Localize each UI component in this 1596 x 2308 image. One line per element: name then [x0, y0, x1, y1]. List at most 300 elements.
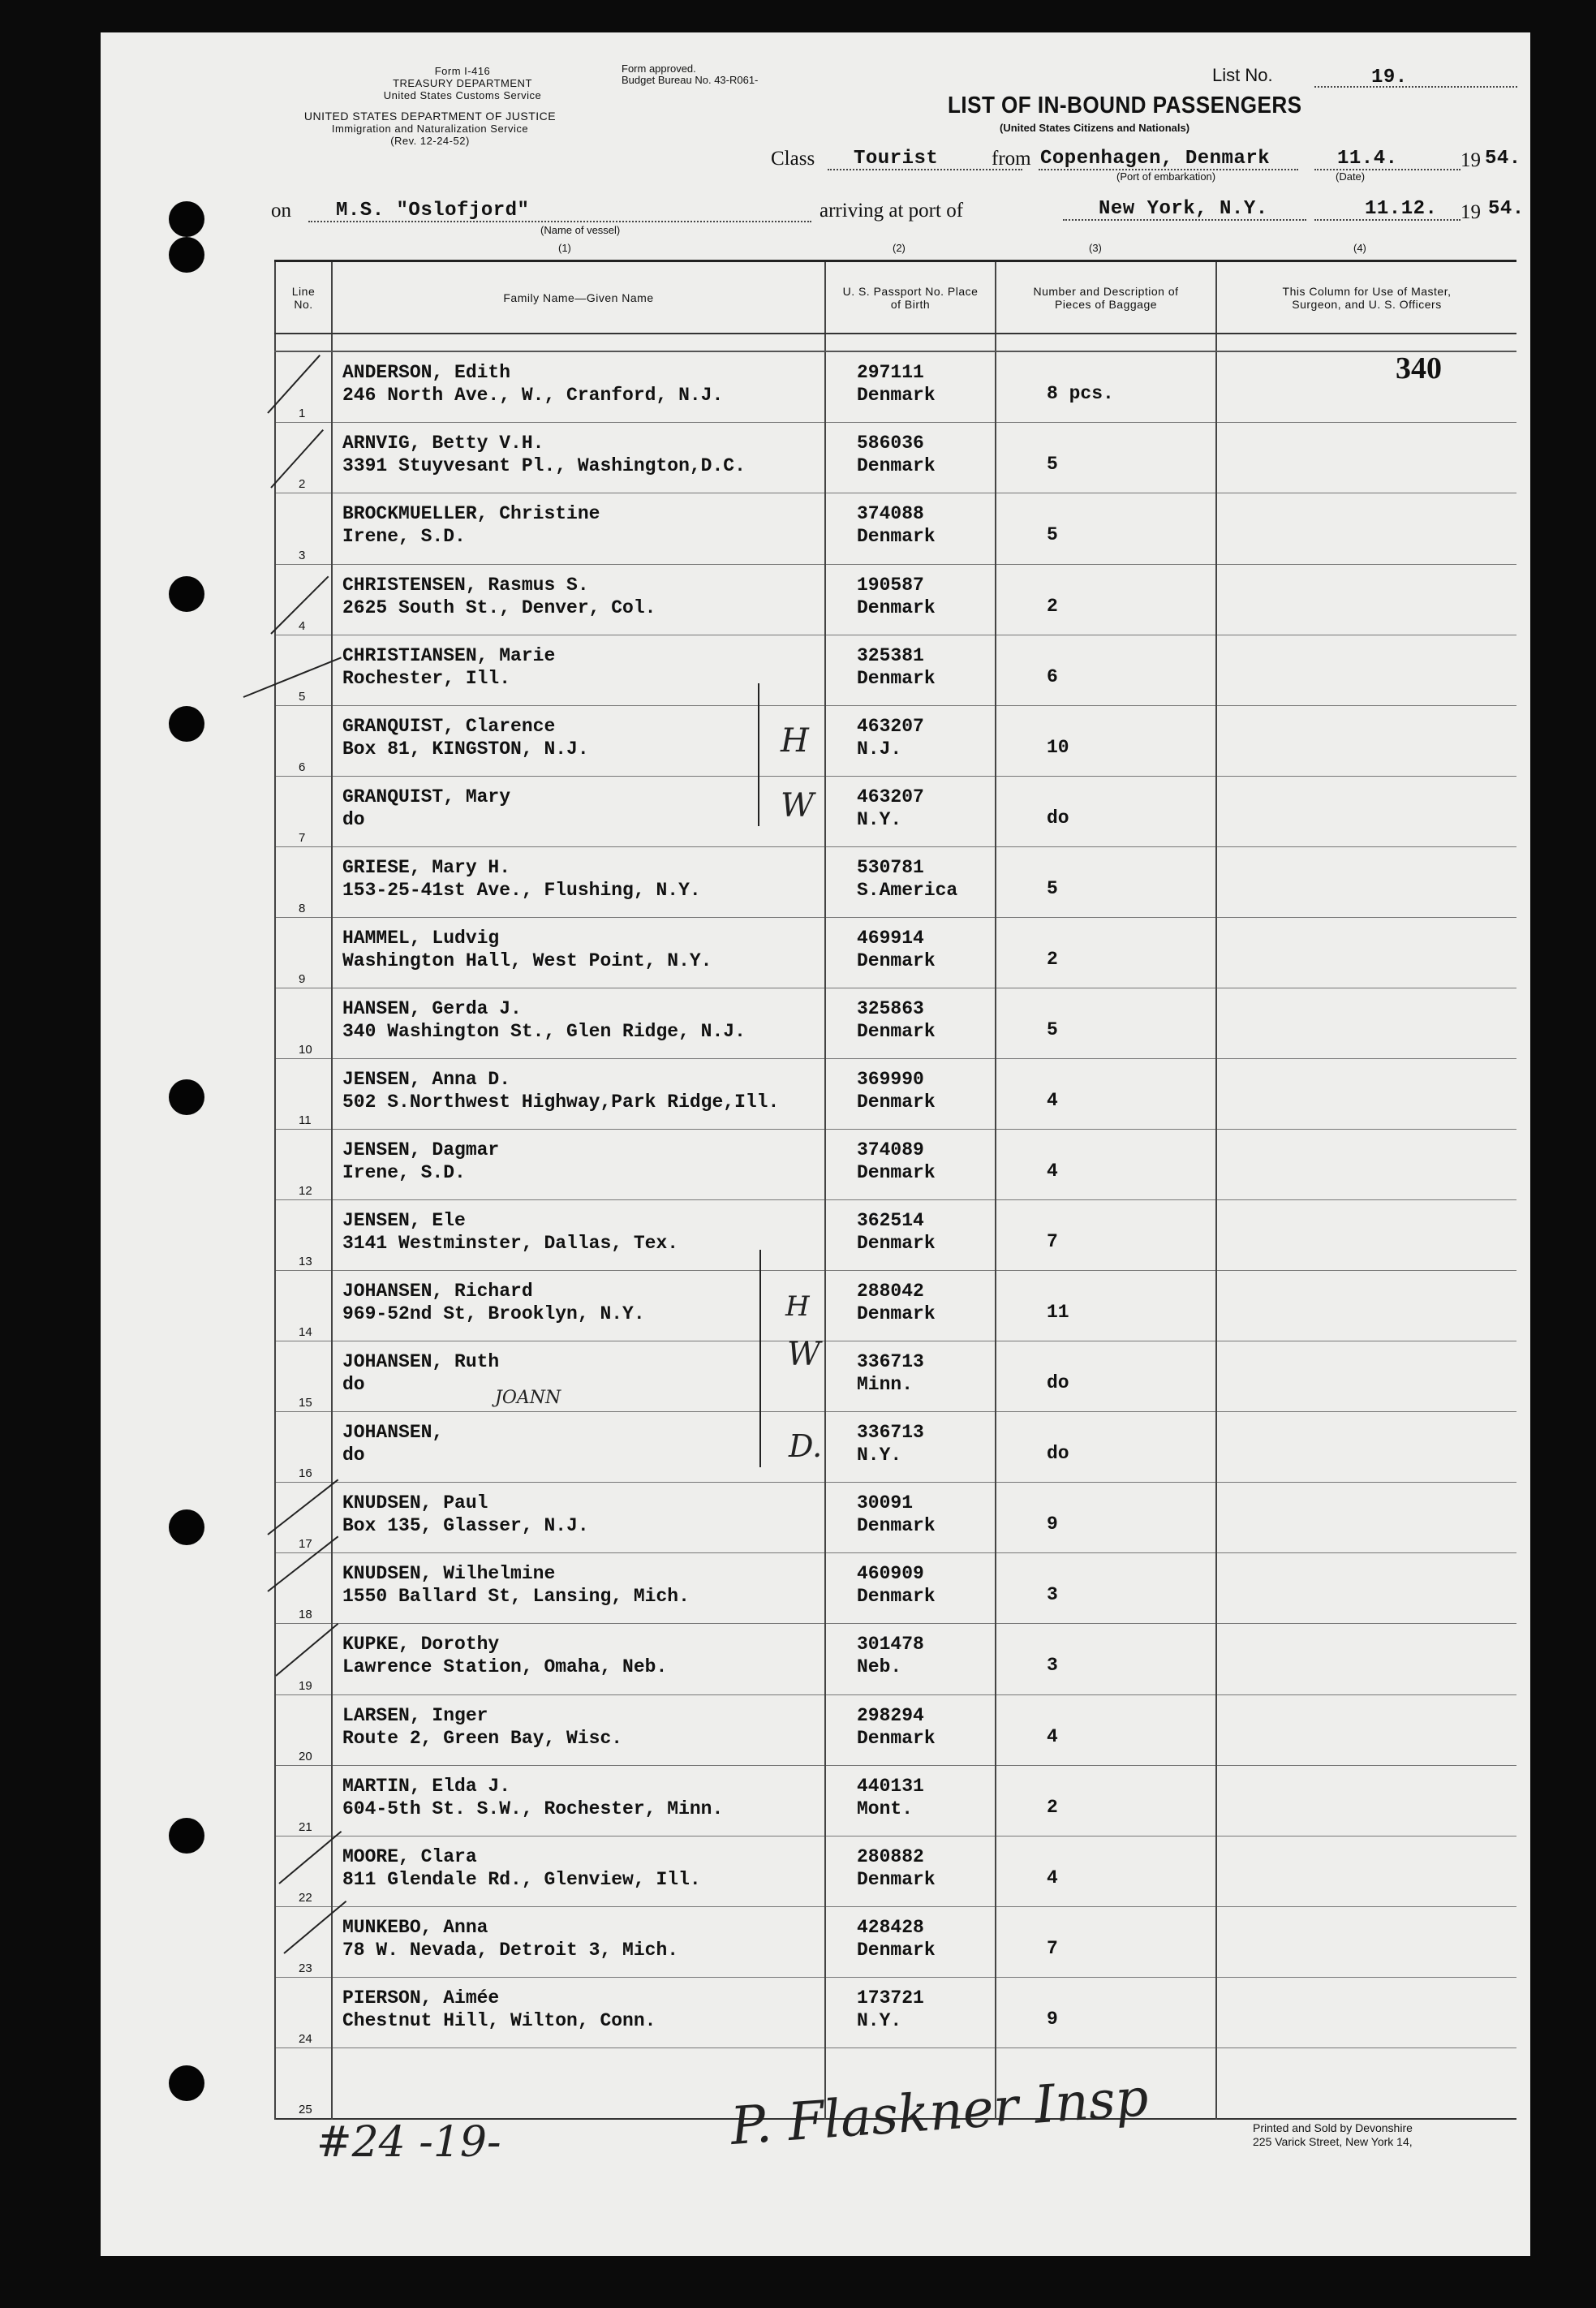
- table-row: [275, 1483, 1516, 1553]
- passport-number: 428428: [857, 1916, 924, 1938]
- place-of-birth: Mont.: [857, 1798, 914, 1819]
- name-cell: [332, 493, 825, 564]
- passenger-name: HANSEN, Gerda J.: [342, 997, 522, 1019]
- passport-cell: [825, 1412, 996, 1483]
- baggage-cell: [996, 1836, 1216, 1906]
- passenger-name: ANDERSON, Edith: [342, 362, 511, 384]
- baggage-count: 2: [1047, 948, 1058, 970]
- table-spacer-row: [275, 334, 1516, 351]
- line-number-cell: [275, 1483, 332, 1553]
- passenger-table: [274, 260, 1516, 2120]
- passenger-address: 78 W. Nevada, Detroit 3, Mich.: [342, 1939, 679, 1961]
- passport-number: 280882: [857, 1845, 924, 1867]
- baggage-cell: [996, 917, 1216, 988]
- arrival-year: 54.: [1488, 198, 1525, 220]
- passport-cell: [825, 776, 996, 846]
- name-cell: [332, 1341, 825, 1412]
- passenger-name: JENSEN, Anna D.: [342, 1068, 511, 1090]
- margin-mark: D.: [789, 1428, 823, 1464]
- binder-hole: [169, 1079, 204, 1115]
- place-of-birth: Denmark: [857, 1515, 936, 1537]
- line-number: 25: [299, 2103, 312, 2116]
- passport-cell: [825, 423, 996, 493]
- place-of-birth: S.America: [857, 879, 958, 901]
- passport-number: 362514: [857, 1210, 924, 1232]
- passenger-name: KNUDSEN, Paul: [342, 1492, 488, 1514]
- embarkation-port: Copenhagen, Denmark: [1040, 148, 1271, 170]
- line-number: 6: [299, 760, 306, 774]
- officer-use-cell: [1216, 1483, 1516, 1553]
- passenger-address: Irene, S.D.: [342, 1162, 466, 1184]
- passenger-name: ARNVIG, Betty V.H.: [342, 433, 544, 454]
- passenger-address: 3391 Stuyvesant Pl., Washington,D.C.: [342, 455, 746, 477]
- line-number-cell: [275, 1200, 332, 1271]
- officer-use-cell: [1216, 493, 1516, 564]
- passport-cell: [825, 493, 996, 564]
- passenger-address: 969-52nd St, Brooklyn, N.Y.: [342, 1303, 645, 1325]
- table-row: [275, 988, 1516, 1058]
- passport-number: 325863: [857, 997, 924, 1019]
- binder-hole: [169, 2065, 204, 2101]
- name-cell: [332, 1483, 825, 1553]
- passport-number: 463207: [857, 786, 924, 807]
- place-of-birth: N.Y.: [857, 2009, 902, 2031]
- line-number-cell: [275, 917, 332, 988]
- passport-number: 297111: [857, 362, 924, 384]
- name-cell: [332, 1553, 825, 1624]
- baggage-count: 9: [1047, 2008, 1058, 2030]
- baggage-cell: [996, 564, 1216, 635]
- margin-mark: W: [787, 1336, 821, 1373]
- department-name: UNITED STATES DEPARTMENT OF JUSTICE: [303, 110, 557, 123]
- table-row: [275, 1906, 1516, 1977]
- line-number: 15: [299, 1396, 312, 1410]
- name-cell: [332, 846, 825, 917]
- passenger-address: 3141 Westminster, Dallas, Tex.: [342, 1233, 679, 1255]
- officer-use-cell: [1216, 1836, 1516, 1906]
- baggage-count: 4: [1047, 1725, 1058, 1747]
- passport-cell: [825, 1130, 996, 1200]
- arrival-date: 11.12.: [1365, 198, 1438, 220]
- passenger-address: do: [342, 808, 365, 830]
- from-label: from: [992, 148, 1031, 170]
- form-title: LIST OF IN-BOUND PASSENGERS: [948, 93, 1302, 118]
- line-number: 8: [299, 901, 306, 915]
- passenger-name: GRIESE, Mary H.: [342, 856, 511, 878]
- officer-use-cell: [1216, 1341, 1516, 1412]
- name-cell: [332, 1977, 825, 2047]
- passenger-address: Box 81, KINGSTON, N.J.: [342, 738, 589, 760]
- baggage-count: 2: [1047, 595, 1058, 617]
- list-number-label: List No.: [1212, 65, 1273, 85]
- officer-use-cell: [1216, 423, 1516, 493]
- passenger-address: Irene, S.D.: [342, 526, 466, 548]
- form-id-block: [357, 65, 568, 101]
- passenger-name: KNUDSEN, Wilhelmine: [342, 1563, 556, 1585]
- line-number: 13: [299, 1255, 312, 1269]
- inspector-signature: P. Flaskner Insp: [729, 2068, 1151, 2157]
- baggage-count: do: [1047, 807, 1069, 829]
- departure-year-prefix: [1452, 149, 1481, 172]
- passport-cell: [825, 351, 996, 423]
- place-of-birth: Denmark: [857, 949, 936, 971]
- bottom-handwritten-note: #24 -19-: [316, 2118, 501, 2167]
- passport-number: 440131: [857, 1775, 924, 1797]
- place-of-birth: Denmark: [857, 526, 936, 548]
- passenger-name: JOHANSEN, Richard: [342, 1281, 533, 1303]
- col-number-3: (3): [1089, 242, 1102, 254]
- passport-number: 336713: [857, 1422, 924, 1444]
- table-row: [275, 1694, 1516, 1765]
- officer-use-cell: [1216, 635, 1516, 705]
- passenger-address: 604-5th St. S.W., Rochester, Minn.: [342, 1798, 724, 1819]
- passenger-address: 1550 Ballard St, Lansing, Mich.: [342, 1586, 690, 1608]
- baggage-cell: [996, 1130, 1216, 1200]
- arrival-port-line: [1063, 219, 1306, 221]
- passport-number: 288042: [857, 1281, 924, 1303]
- bracket-line: [759, 1250, 761, 1467]
- baggage-count: do: [1047, 1372, 1069, 1394]
- passport-number: 30091: [857, 1492, 914, 1514]
- place-of-birth: Denmark: [857, 1303, 936, 1325]
- officer-use-cell: [1216, 1130, 1516, 1200]
- passenger-name: JOHANSEN,: [342, 1422, 444, 1444]
- header-officers: This Column for Use of Master, Surgeon, and U. S. Officers: [1216, 261, 1516, 334]
- passport-number: 369990: [857, 1068, 924, 1090]
- baggage-cell: [996, 776, 1216, 846]
- line-number-cell: [275, 1765, 332, 1836]
- embarkation-caption: (Port of embarkation): [1116, 170, 1216, 183]
- passenger-name: MUNKEBO, Anna: [342, 1916, 488, 1938]
- passport-number: 298294: [857, 1704, 924, 1726]
- header-name: Family Name—Given Name: [332, 261, 825, 334]
- officer-use-cell: [1216, 2047, 1516, 2119]
- baggage-count: 4: [1047, 1160, 1058, 1182]
- baggage-cell: [996, 1553, 1216, 1624]
- passport-cell: [825, 917, 996, 988]
- line-number-cell: [275, 1058, 332, 1129]
- table-row: [275, 917, 1516, 988]
- table-row: [275, 1624, 1516, 1694]
- baggage-count: 9: [1047, 1514, 1058, 1535]
- passenger-address: 502 S.Northwest Highway,Park Ridge,Ill.: [342, 1091, 780, 1113]
- binder-hole: [169, 576, 204, 612]
- passenger-name: HAMMEL, Ludvig: [342, 927, 500, 949]
- line-number-cell: [275, 705, 332, 776]
- baggage-count: 11: [1047, 1302, 1069, 1324]
- binder-hole: [169, 1818, 204, 1854]
- name-cell: [332, 1130, 825, 1200]
- line-number-cell: [275, 1977, 332, 2047]
- baggage-cell: [996, 1977, 1216, 2047]
- officer-use-cell: [1216, 1412, 1516, 1483]
- passport-cell: [825, 1624, 996, 1694]
- line-number: 1: [299, 407, 306, 421]
- line-number-cell: [275, 2047, 332, 2119]
- passport-number: 190587: [857, 574, 924, 596]
- line-number: 20: [299, 1749, 312, 1763]
- form-number: Form I-416: [434, 65, 491, 77]
- baggage-cell: [996, 988, 1216, 1058]
- line-number-cell: [275, 1694, 332, 1765]
- line-number-cell: [275, 1341, 332, 1412]
- table-row: [275, 1977, 1516, 2047]
- line-number: 5: [299, 689, 306, 704]
- table-row: [275, 1765, 1516, 1836]
- baggage-count: 2: [1047, 1796, 1058, 1818]
- table-row: [275, 493, 1516, 564]
- printer-line-2: 225 Varick Street, New York 14,: [1253, 2135, 1413, 2148]
- officer-use-cell: [1216, 1906, 1516, 1977]
- passport-cell: [825, 1483, 996, 1553]
- baggage-cell: [996, 1271, 1216, 1341]
- line-number-cell: [275, 351, 332, 423]
- passenger-address: Box 135, Glasser, N.J.: [342, 1515, 589, 1537]
- passport-cell: [825, 1058, 996, 1129]
- line-number-cell: [275, 493, 332, 564]
- departure-date: 11.4.: [1337, 148, 1398, 170]
- passenger-address: Washington Hall, West Point, N.Y.: [342, 949, 712, 971]
- officer-use-cell: [1216, 846, 1516, 917]
- passport-cell: [825, 635, 996, 705]
- officer-use-cell: [1216, 1694, 1516, 1765]
- name-cell: [332, 705, 825, 776]
- officer-use-cell: [1216, 988, 1516, 1058]
- baggage-cell: [996, 1765, 1216, 1836]
- officer-use-cell: [1216, 1977, 1516, 2047]
- place-of-birth: Neb.: [857, 1656, 902, 1678]
- line-number: 24: [299, 2031, 312, 2046]
- passport-number: 336713: [857, 1351, 924, 1373]
- passenger-name: JOHANSEN, Ruth: [342, 1351, 500, 1373]
- passport-number: 469914: [857, 927, 924, 949]
- line-number-cell: [275, 1271, 332, 1341]
- ins-name: Immigration and Naturalization Service: [331, 123, 529, 135]
- passport-number: 374088: [857, 503, 924, 525]
- passenger-name: JENSEN, Dagmar: [342, 1139, 500, 1161]
- department-block: [260, 110, 600, 147]
- place-of-birth: Denmark: [857, 667, 936, 689]
- col-number-4: (4): [1353, 242, 1366, 254]
- place-of-birth: Minn.: [857, 1374, 914, 1396]
- line-number-cell: [275, 776, 332, 846]
- table-row: [275, 1058, 1516, 1129]
- passenger-address: 153-25-41st Ave., Flushing, N.Y.: [342, 879, 701, 901]
- passport-cell: [825, 846, 996, 917]
- place-of-birth: Denmark: [857, 1091, 936, 1113]
- departure-year: 54.: [1485, 148, 1521, 170]
- baggage-count: 7: [1047, 1231, 1058, 1253]
- place-of-birth: Denmark: [857, 1586, 936, 1608]
- baggage-cell: [996, 705, 1216, 776]
- line-number-cell: [275, 635, 332, 705]
- table-row: [275, 776, 1516, 846]
- baggage-cell: [996, 1906, 1216, 1977]
- line-number: 7: [299, 830, 306, 845]
- line-number: 11: [299, 1113, 312, 1128]
- table-row: [275, 423, 1516, 493]
- passport-cell: [825, 988, 996, 1058]
- baggage-cell: [996, 1058, 1216, 1129]
- table-row: [275, 1553, 1516, 1624]
- line-number: 22: [299, 1890, 312, 1905]
- baggage-cell: [996, 1694, 1216, 1765]
- baggage-cell: [996, 493, 1216, 564]
- table-row: [275, 1341, 1516, 1412]
- passport-cell: [825, 1271, 996, 1341]
- passport-number: 374089: [857, 1139, 924, 1161]
- baggage-count: 7: [1047, 1937, 1058, 1959]
- table-row: [275, 1412, 1516, 1483]
- line-number: 12: [299, 1184, 312, 1199]
- place-of-birth: N.Y.: [857, 1445, 902, 1466]
- list-number-line: [1314, 86, 1517, 88]
- approval-block: [622, 63, 758, 86]
- baggage-cell: [996, 351, 1216, 423]
- printer-line-1: Printed and Sold by Devonshire: [1253, 2121, 1413, 2134]
- name-cell: [332, 1906, 825, 1977]
- customs-service: United States Customs Service: [383, 89, 542, 101]
- baggage-count: do: [1047, 1443, 1069, 1465]
- name-cell: [332, 1624, 825, 1694]
- vessel-caption: (Name of vessel): [540, 224, 621, 236]
- passenger-address: 340 Washington St., Glen Ridge, N.J.: [342, 1020, 746, 1042]
- margin-mark: H: [785, 1290, 810, 1323]
- name-cell: [332, 1765, 825, 1836]
- line-number-cell: [275, 988, 332, 1058]
- line-number: 9: [299, 971, 306, 986]
- name-cell: [332, 917, 825, 988]
- line-number-cell: [275, 1412, 332, 1483]
- baggage-count: 8 pcs.: [1047, 383, 1114, 405]
- passenger-address: do: [342, 1374, 365, 1396]
- form-approved: Form approved.: [622, 62, 696, 75]
- passport-number: 301478: [857, 1634, 924, 1656]
- printer-credit: [1253, 2121, 1413, 2149]
- place-of-birth: N.Y.: [857, 808, 902, 830]
- name-cell: [332, 1200, 825, 1271]
- passenger-name: KUPKE, Dorothy: [342, 1634, 500, 1656]
- table-row: [275, 351, 1516, 423]
- baggage-cell: [996, 635, 1216, 705]
- table-row: [275, 635, 1516, 705]
- passport-number: 586036: [857, 433, 924, 454]
- passport-cell: [825, 1200, 996, 1271]
- line-number: 4: [299, 618, 306, 633]
- officer-use-cell: [1216, 705, 1516, 776]
- passenger-name: JENSEN, Ele: [342, 1210, 466, 1232]
- passport-cell: [825, 1694, 996, 1765]
- passenger-address: Route 2, Green Bay, Wisc.: [342, 1727, 623, 1749]
- baggage-cell: [996, 1412, 1216, 1483]
- passport-cell: [825, 1765, 996, 1836]
- officer-use-cell: [1216, 1058, 1516, 1129]
- passport-cell: [825, 1341, 996, 1412]
- officer-use-cell: [1216, 776, 1516, 846]
- passport-cell: [825, 564, 996, 635]
- table-row: [275, 1130, 1516, 1200]
- table-row: [275, 1200, 1516, 1271]
- officer-use-cell: [1216, 564, 1516, 635]
- handwritten-given-name: JOANN: [495, 1388, 561, 1408]
- baggage-count: 3: [1047, 1584, 1058, 1606]
- list-number-value: 19.: [1371, 67, 1408, 88]
- header-line-no: Line No.: [275, 261, 332, 334]
- class-value: Tourist: [854, 148, 939, 170]
- passenger-address: Rochester, Ill.: [342, 667, 511, 689]
- line-number: 17: [299, 1537, 312, 1552]
- passenger-name: BROCKMUELLER, Christine: [342, 503, 600, 525]
- name-cell: [332, 423, 825, 493]
- passenger-address: do: [342, 1445, 365, 1466]
- line-number-cell: [275, 1906, 332, 1977]
- vessel-name: M.S. "Oslofjord": [336, 200, 530, 222]
- name-cell: [332, 1271, 825, 1341]
- passenger-name: CHRISTENSEN, Rasmus S.: [342, 574, 589, 596]
- place-of-birth: Denmark: [857, 1868, 936, 1890]
- baggage-cell: [996, 1483, 1216, 1553]
- line-number: 10: [299, 1042, 312, 1057]
- officer-use-cell: [1216, 1271, 1516, 1341]
- arriving-label: arriving at port of: [820, 200, 964, 222]
- header-passport: U. S. Passport No. Place of Birth: [825, 261, 996, 334]
- arrival-port: New York, N.Y.: [1099, 198, 1268, 220]
- baggage-cell: [996, 846, 1216, 917]
- table-row: [275, 564, 1516, 635]
- place-of-birth: Denmark: [857, 596, 936, 618]
- date-caption: (Date): [1336, 170, 1366, 183]
- passport-cell: [825, 705, 996, 776]
- passenger-name: CHRISTIANSEN, Marie: [342, 644, 556, 666]
- passport-number: 463207: [857, 715, 924, 737]
- on-label: on: [271, 200, 291, 222]
- line-number: 16: [299, 1466, 312, 1481]
- binder-hole: [169, 706, 204, 742]
- arrival-date-line: [1314, 219, 1460, 221]
- baggage-count: 5: [1047, 1018, 1058, 1040]
- table-row: [275, 846, 1516, 917]
- binder-hole: [169, 1509, 204, 1545]
- passenger-name: GRANQUIST, Mary: [342, 786, 511, 807]
- baggage-cell: [996, 1200, 1216, 1271]
- name-cell: [332, 564, 825, 635]
- place-of-birth: Denmark: [857, 1939, 936, 1961]
- passenger-name: MARTIN, Elda J.: [342, 1775, 511, 1797]
- col-number-1: (1): [558, 242, 571, 254]
- line-number-cell: [275, 1130, 332, 1200]
- table-row: [275, 1271, 1516, 1341]
- baggage-count: 10: [1047, 736, 1069, 758]
- baggage-count: 3: [1047, 1655, 1058, 1677]
- place-of-birth: Denmark: [857, 1162, 936, 1184]
- passenger-name: LARSEN, Inger: [342, 1704, 488, 1726]
- line-number-cell: [275, 846, 332, 917]
- place-of-birth: Denmark: [857, 1233, 936, 1255]
- baggage-count: 4: [1047, 1089, 1058, 1111]
- passport-cell: [825, 1906, 996, 1977]
- officer-use-cell: [1216, 1765, 1516, 1836]
- name-cell: [332, 635, 825, 705]
- baggage-cell: [996, 1624, 1216, 1694]
- name-cell: [332, 776, 825, 846]
- vessel-line: [308, 221, 811, 222]
- col-number-2: (2): [893, 242, 906, 254]
- officer-use-cell: [1216, 1200, 1516, 1271]
- passport-number: 173721: [857, 1987, 924, 2009]
- class-label: Class: [771, 148, 815, 170]
- passenger-address: Chestnut Hill, Wilton, Conn.: [342, 2009, 656, 2031]
- margin-mark: H: [781, 722, 809, 760]
